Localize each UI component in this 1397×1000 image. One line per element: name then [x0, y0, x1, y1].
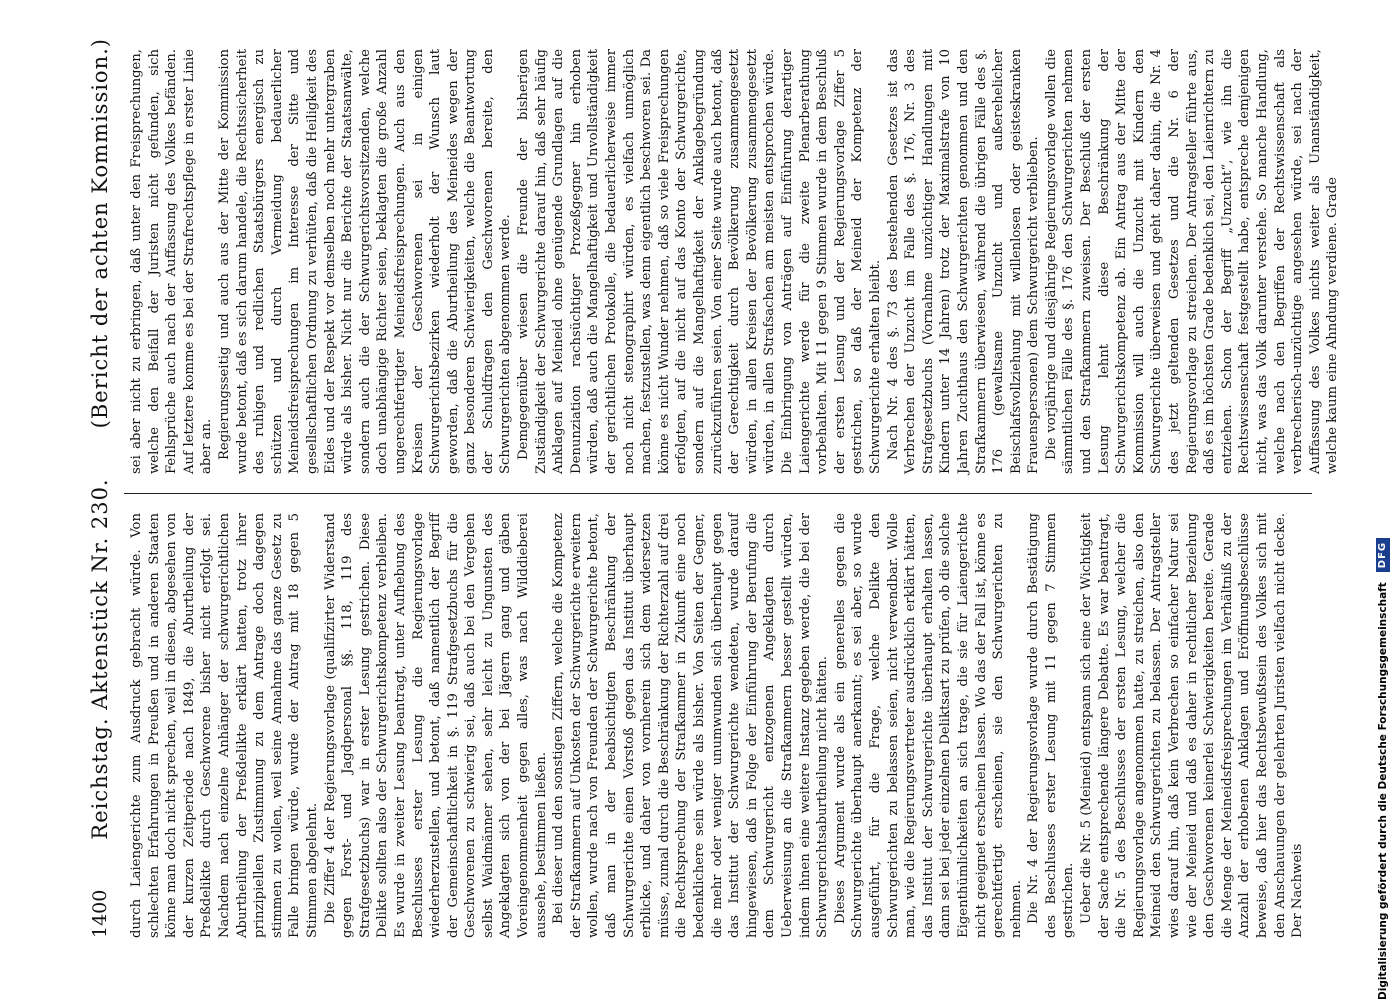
paragraph: sei aber nicht zu erbringen, daß unter den Freisprechungen, welche den Beifall der Juristen nicht gefunden, sich Fehlsprüche auch nach der Auffassung des Volkes befänden. Auf letztere komme es bei der Strafrechtspflege in erster Linie aber an.	[129, 49, 215, 474]
page-header	[84, 38, 116, 938]
paragraph: Die Ziffer 4 der Regierungsvorlage (qualifizirter Widerstand gegen Forst- und Jagdpersonal §§. 118, 119 des Strafgesetzbuchs) war in erster Lesung gestrichen. Diese Delikte sollten also der Schwurgerichtskompetenz verbleiben. Es wurde in zweiter Lesung beantragt, unter Aufhebung des Beschlusses erster Lesung die Regierungsvorlage wiederherzustellen, und betont, daß namentlich der Begriff der Gemeinschaftlichkeit in §. 119 Strafgesetzbuchs für die Geschworenen zu schwierig sei, daß auch bei den Vergehen selbst Waidmänner sehen, sehr leicht zu Ungunsten des Angeklagten sich von der bei Jägern gang und gäben Voreingenommenheit gegen alles, was nach Wilddieberei aussehe, bestimmen ließen.	[322, 513, 549, 938]
text-column-right	[128, 49, 1341, 474]
paragraph: Demgegenüber wiesen die Freunde der bisherigen Zuständigkeit der Schwurgerichte darauf hin, daß sehr häufig Anklagen auf Meineid ohne genügende Grundlagen auf die Denunziation rachsüchtiger Prozeßgegner hin erhoben würden, daß auch die Mangelhaftigkeit und Unvollständigkeit der gerichtlichen Protokolle, die bedauerlicherweise immer noch nicht stenographirt würden, es vielfach unmöglich machen, festzustellen, was denn eigentlich beschworen sei. Da könne es nicht Wunder nehmen, daß so viele Freisprechungen erfolgten, auf die nicht auf das Konto der Schwurgerichte, sondern auf die Mangelhaftigkeit der Anklagebegründung zurückzuführen seien. Von einer Seite wurde auch betont, daß der Gerechtigkeit durch Bevölkerung zusammengesetzt würden, in allen Kreisen der Bevölkerung zusammengesetzt würden, in allen Strafsachen am meisten entsprochen würde. Die Einbringung von Anträgen auf Einführung derartiger Laiengerichte werde für die zweite Plenarberathung vorbehalten. Mit 11 gegen 9 Stimmen wurde in dem Beschluß der ersten Lesung und der Regierungsvorlage Ziffer 5 gestrichen, so daß der Meineid der Kompetenz der Schwurgerichte erhalten bleibt.	[516, 49, 883, 474]
digitization-credit: Digitalisierung gefördert durch die Deutsche Forschungsgemeinschaft	[1377, 582, 1389, 1000]
header-title-left: Reichstag. Aktenstück Nr. 230.	[88, 478, 112, 840]
paragraph: Ueber die Nr. 5 (Meineid) entspann sich eine der Wichtigkeit der Sache entsprechende längere Debatte. Es war beantragt, die Nr. 5 des Beschlusses der ersten Lesung, welcher die Regierungsvorlage angenommen hatte, zu streichen, also den Meineid den Schwurgerichten zu belassen. Der Antragsteller wies darauf hin, daß kein Verbrechen so einfacher Natur sei wie der Meineid und daß es daher in rechtlicher Beziehung den Geschworenen keinerlei Schwierigkeiten bereite. Gerade die Menge der Meineidsfreisprechungen im Verhältniß zu der Anzahl der erhobenen Anklagen und Eröffnungsbeschlüsse beweise, daß hier das Rechtsbewußtsein des Volkes sich mit den Anschauungen der gelehrten Juristen vielfach nicht decke. Der Nachweis	[1079, 513, 1306, 938]
paragraph: durch Laiengerichte zum Ausdruck gebracht würde. Von schlechten Erfahrungen in Preußen und in anderen Staaten könne man doch nicht sprechen, weil in diesen, abgesehen von der kurzen Zeitperiode nach 1849, die Aburtheilung der Preßdelikte durch Geschworene bisher nicht erfolgt sei. Nachdem nach einzelne Anhänger der schwurgerichtlichen Aburtheilung der Preßdelikte erklärt hatten, trotz ihrer prinzipiellen Zustimmung zu dem Antrage doch dagegen stimmen zu wollen, weil seine Annahme das ganze Gesetz zu Falle bringen würde, wurde der Antrag mit 18 gegen 5 Stimmen abgelehnt.	[129, 513, 320, 938]
paragraph: Die Nr. 4 der Regierungsvorlage wurde durch Bestätigung des Beschlusses erster Lesung mit 11 gegen 7 Stimmen gestrichen.	[1026, 513, 1077, 938]
paragraph: Nach Nr. 4 des §. 73 des bestehenden Gesetzes ist das Verbrechen der Unzucht im Falle des §. 176, Nr. 3 des Strafgesetzbuchs (Vornahme unzüchtiger Handlungen mit Kindern unter 14 Jahren) trotz der Maximalstrafe von 10 Jahren Zuchthaus den Schwurgerichten genommen und den Strafkammern überwiesen, während die übrigen Fälle des §. 176 (gewaltsame Unzucht und außerehelicher Beischlafsvollziehung mit willenlosen oder geisteskranken Frauenspersonen) dem Schwurgericht verblieben.	[885, 49, 1042, 474]
text-column-left	[128, 513, 1312, 938]
column-divider	[124, 493, 1312, 494]
paragraph: Die vorjährige und diesjährige Regierungsvorlage wollen die sämmtlichen Fälle des §. 176 den Schwurgerichten nehmen und den Strafkammern zuweisen. Der Beschluß der ersten Lesung lehnt diese Beschränkung der Schwurgerichtskompetenz ab. Ein Antrag aus der Mitte der Kommission will auch die Unzucht mit Kindern den Schwurgerichte überweisen und geht daher dahin, die Nr. 4 des jetzt geltenden Gesetzes und die Nr. 6 der Regierungsvorlage zu streichen. Der Antragsteller führte aus, daß es im höchsten Grade bedenklich sei, den Laienrichtern zu entziehen. Schon der Begriff „Unzucht“, wie ihn die Rechtswissenschaft festgestellt habe, entspreche demjenigen nicht, was das Volk darunter verstehe. So manche Handlung, welche nach den Begriffen der Rechtswissenschaft als verbrecherisch-unzüchtige angesehen würde, sei nach der Auffassung des Volkes nichts weiter als Unanständigkeit, welche kaum eine Ahndung verdiene. Grade	[1043, 49, 1341, 474]
document-page	[80, 38, 1341, 938]
digitization-note	[1375, 0, 1391, 1000]
paragraph: Bei dieser und den sonstigen Ziffern, welche die Kompetenz der Strafkammern auf Unkosten der Schwurgerichte erweitern wollen, wurde nach von Freunden der Schwurgerichte betont, daß man in der beabsichtigten Beschränkung der Schwurgerichte einen Vorstoß gegen das Institut überhaupt erblicke, und daher von vornherein sich dem widersetzen müsse, zumal durch die Beschränkung der Richterzahl auf drei die Rechtsprechung der Strafkammer in Zukunft eine noch bedenklichere sein würde als bisher. Von Seiten der Gegner, die mehr oder weniger unumwunden sich überhaupt gegen das Institut der Schwurgerichte wendeten, wurde darauf hingewiesen, daß in Folge der Einführung der Berufung die dem Schwurgericht entzogenen Angeklagten durch Ueberweisung an die Strafkammern besser gestellt würden, indem ihnen eine weitere Instanz gegeben werde, die bei der Schwurgerichtsaburtheilung nicht hätten.	[551, 513, 831, 938]
paragraph: Regierungsseitig und auch aus der Mitte der Kommission wurde betont, daß es sich darum handele, die Rechtssicherheit des ruhigen und redlichen Staatsbürgers energisch zu schützen und durch Vermeidung bedauerlicher Meineidsfreisprechungen im Interesse der Sitte und gesellschaftlichen Ordnung zu verhüten, daß die Heiligkeit des Eides und der Respekt vor demselben noch mehr untergraben würde als bisher. Nicht nur die Berichte der Staatsanwälte, sondern auch die der Schwurgerichtsvorsitzenden, welche doch unabhängige Richter seien, beklagten die große Anzahl ungerechtfertigter Meineidsfreisprechungen. Auch aus den Kreisen der Geschworenen sei in einigen Schwurgerichtsbezirken wiederholt der Wunsch laut geworden, daß die Aburtheilung des Meineides wegen der ganz besonderen Schwierigkeiten, welche die Beantwortung der Schuldfragen den Geschworenen bereite, den Schwurgerichten abgenommen werde.	[216, 49, 514, 474]
paragraph: Dieses Argument wurde als ein generelles gegen die Schwurgerichte überhaupt anerkannt; es sei aber, so wurde ausgeführt, für die Frage, welche Delikte den Schwurgerichten zu belassen seien, nicht verwendbar. Wolle man, wie die Regierungsvertreter ausdrücklich erklärt hätten, das Institut der Schwurgerichte überhaupt erhalten lassen, dann sei bei jeder einzelnen Deliktsart zu prüfen, ob die solche Eigenthümlichkeiten an sich trage, die sie für Laiengerichte nicht geeignet erscheinen lassen. Wo das der Fall ist, könne es gerechtfertigt erscheinen, sie den Schwurgerichten zu nehmen.	[832, 513, 1024, 938]
page-number: 1400	[89, 889, 111, 938]
dfg-logo: DFG	[1376, 538, 1390, 572]
header-title-right: (Bericht der achten Kommission.)	[88, 38, 112, 429]
